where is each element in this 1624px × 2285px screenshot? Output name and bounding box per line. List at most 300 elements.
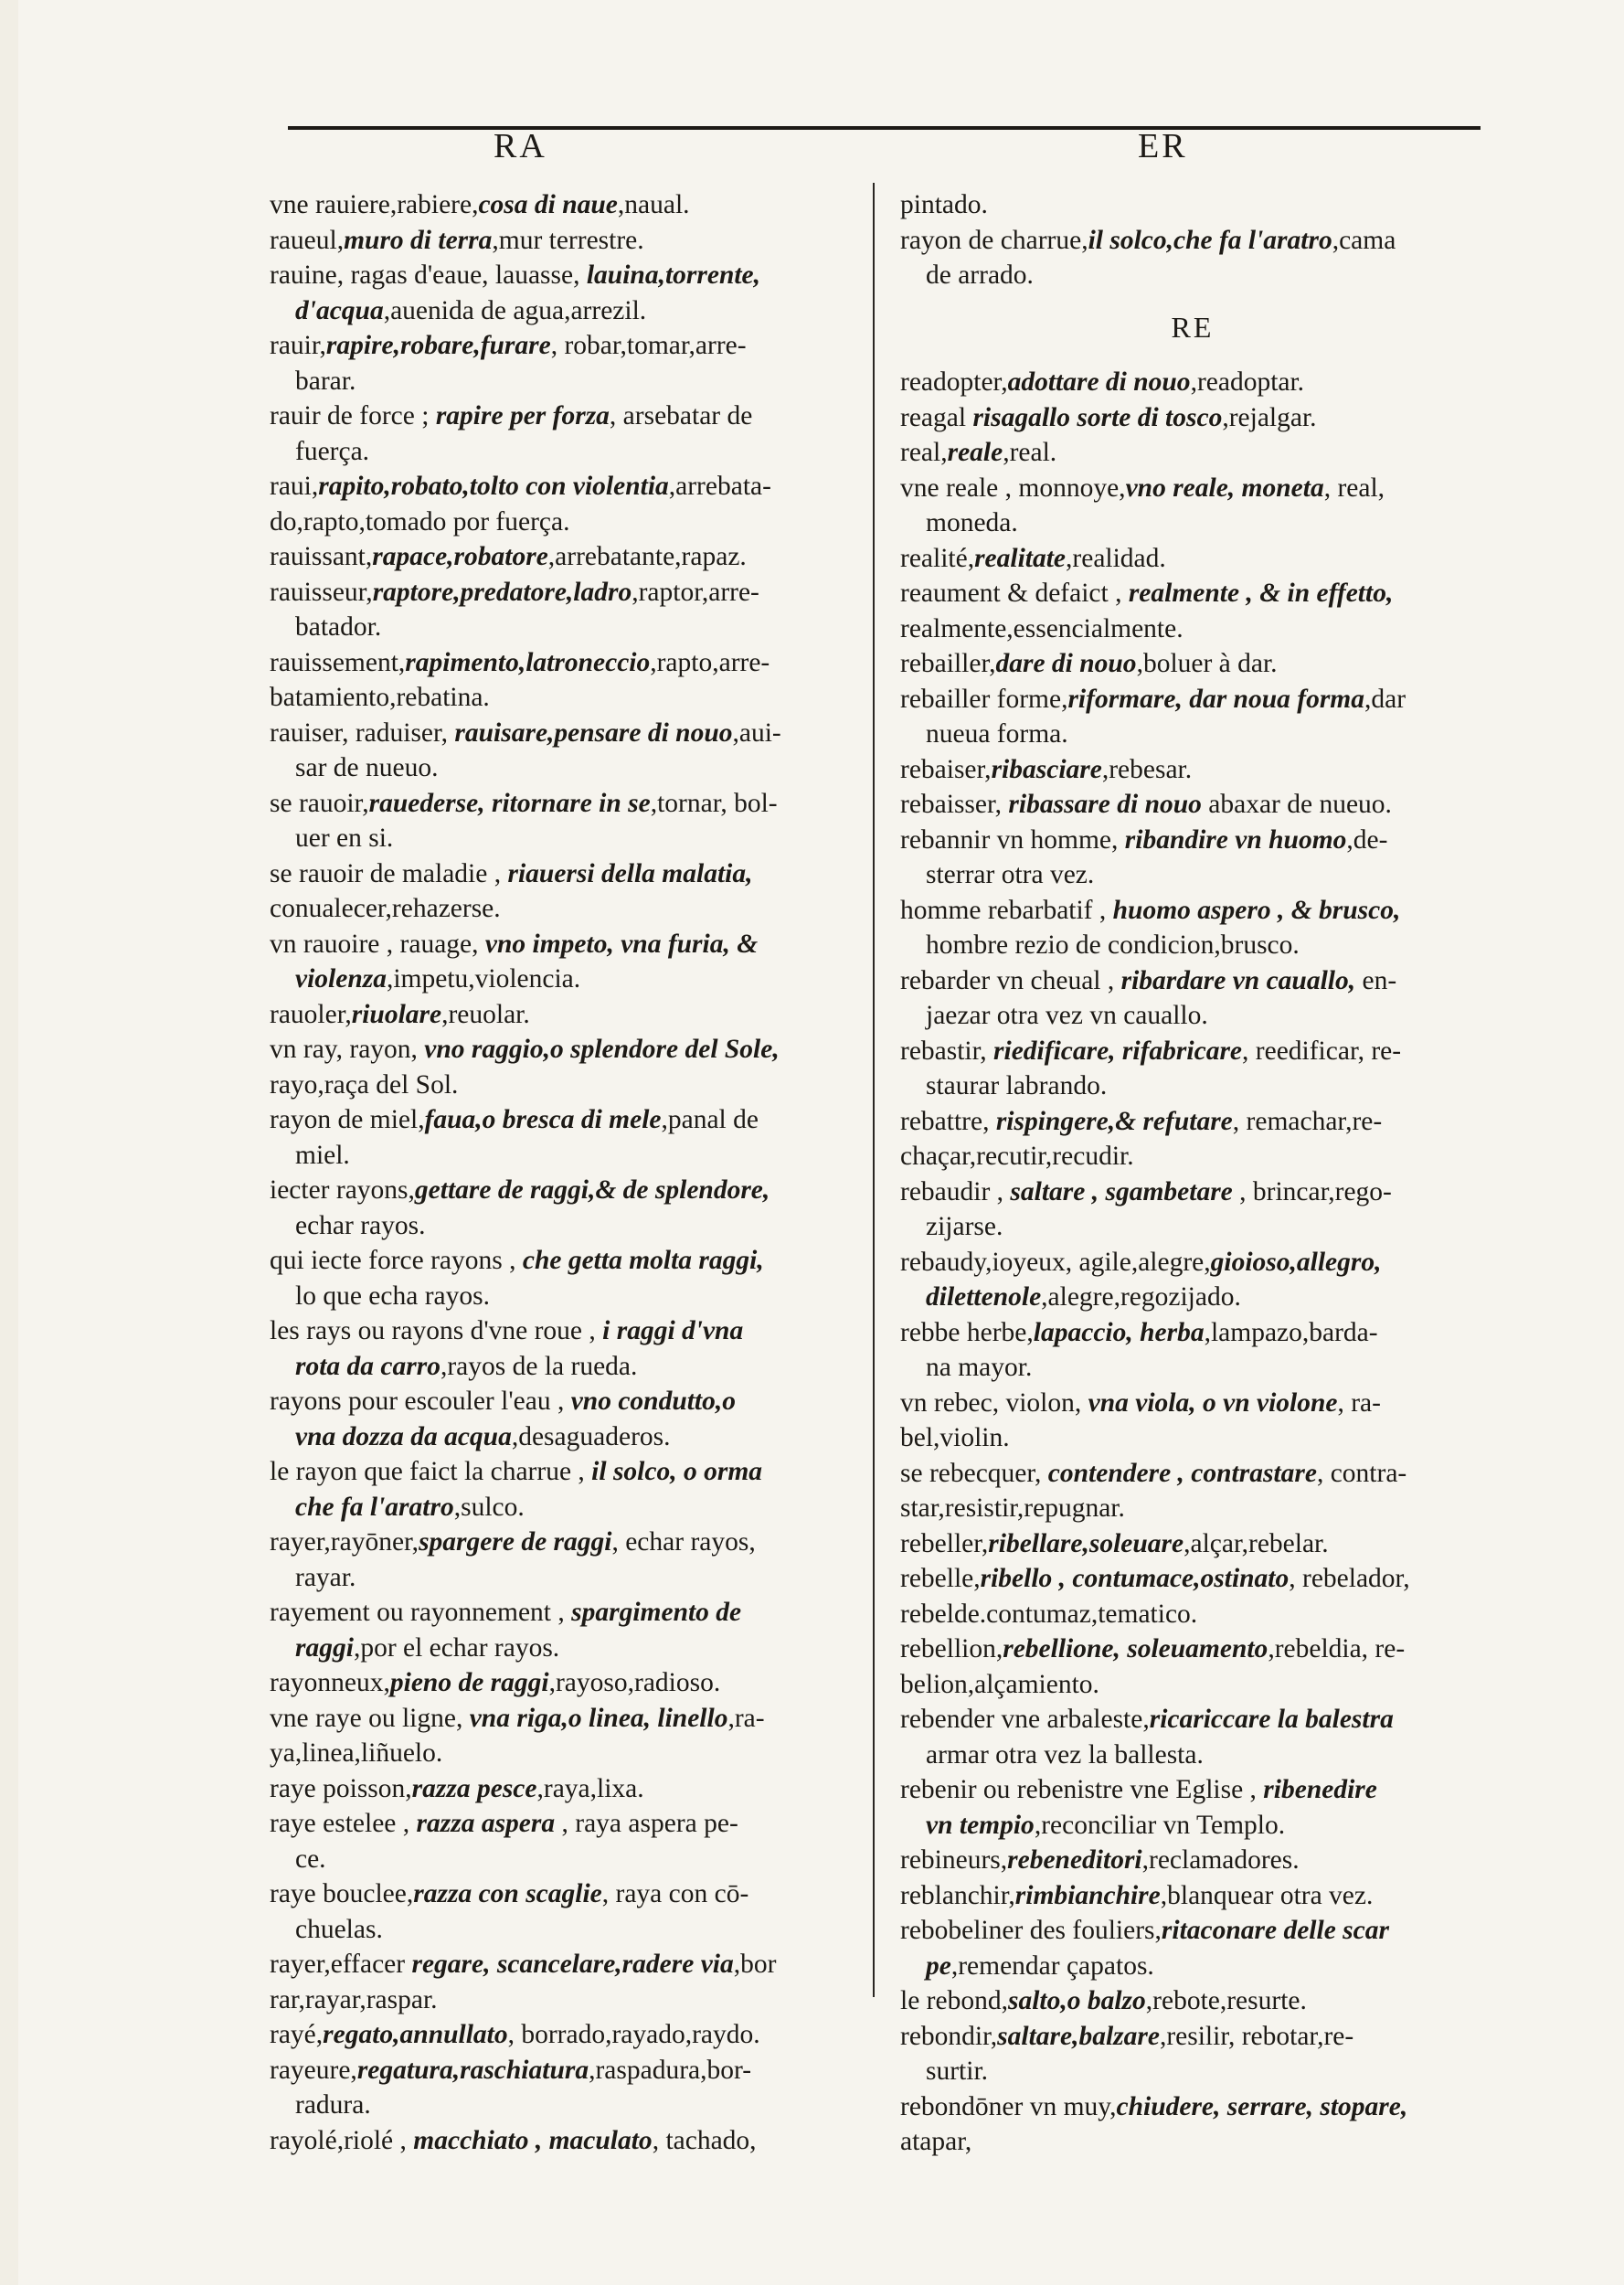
italian-gloss: risagallo sorte di tosco <box>972 402 1223 432</box>
dictionary-line <box>900 611 1485 647</box>
italian-gloss: adottare di nouo <box>1007 367 1191 397</box>
italian-gloss: pe <box>926 1950 951 1981</box>
entry-text: star,resistir,repugnar. <box>900 1493 1125 1523</box>
dictionary-line <box>900 1878 1485 1914</box>
entry-text: le rayon que faict la charrue , <box>270 1457 592 1486</box>
entry-text: , echar rayos, <box>611 1527 756 1557</box>
entry-text: rayon de miel, <box>270 1105 425 1134</box>
entry-text: rebattre, <box>900 1106 996 1136</box>
entry-text: rayo,raça del Sol. <box>270 1069 459 1100</box>
entry-text: ,dar <box>1364 684 1406 714</box>
dictionary-line <box>900 928 1485 963</box>
italian-gloss: huomo aspero , & brusco, <box>1112 895 1401 925</box>
italian-gloss: dare di nouo <box>995 649 1137 678</box>
entry-text: rauissement, <box>270 647 406 677</box>
entry-text: rebaiser, <box>900 754 992 784</box>
italian-gloss: realmente , & in effetto, <box>1128 579 1394 608</box>
italian-gloss: vno condutto,o <box>570 1387 737 1416</box>
dictionary-line <box>900 541 1485 577</box>
dictionary-line <box>900 682 1485 717</box>
dictionary-line <box>270 1102 859 1138</box>
entry-text: nueua forma. <box>926 719 1068 749</box>
entry-text: , real, <box>1323 473 1385 503</box>
entry-text: ,por el echar rayos. <box>353 1632 560 1663</box>
dictionary-line <box>900 1245 1485 1281</box>
italian-gloss: il solco,che fa l'aratro <box>1088 225 1332 255</box>
dictionary-line <box>270 962 859 997</box>
entry-text: ,arrebata- <box>668 472 771 501</box>
entry-text: raui, <box>270 472 319 501</box>
entry-text: , brincar,rego- <box>1232 1176 1392 1206</box>
dictionary-line <box>270 1806 859 1842</box>
dictionary-line <box>270 1876 859 1912</box>
entry-text: ,panal de <box>661 1105 759 1134</box>
dictionary-line <box>270 1313 859 1349</box>
italian-gloss: ribello , contumace,ostinato <box>980 1564 1290 1593</box>
italian-gloss: vna dozza da acqua <box>295 1421 512 1451</box>
page <box>18 0 1624 2285</box>
entry-text: ,alegre,regozijado. <box>1041 1282 1241 1312</box>
italian-gloss: rebellione, soleuamento <box>1003 1634 1268 1663</box>
entry-text: rauine, ragas d'eaue, lauasse, <box>270 260 587 290</box>
entry-text: ,tornar, bol- <box>650 788 778 818</box>
entry-text: batamiento,rebatina. <box>270 683 490 712</box>
running-head-right: ER <box>1138 127 1188 165</box>
italian-gloss: d'acqua <box>295 295 384 325</box>
dictionary-line <box>270 1384 859 1419</box>
entry-text: rebellion, <box>900 1634 1003 1663</box>
italian-gloss: riauersi della malatia, <box>507 858 753 888</box>
dictionary-line <box>270 1032 859 1068</box>
italian-gloss: violenza <box>295 964 387 994</box>
dictionary-line <box>900 258 1485 293</box>
section-heading: RE <box>1171 310 1215 344</box>
entry-text: rebondir, <box>900 2021 998 2051</box>
dictionary-line <box>270 2088 859 2123</box>
entry-text: abaxar de nueuo. <box>1201 790 1392 819</box>
dictionary-line <box>270 1947 859 1982</box>
dictionary-line <box>270 1665 859 1701</box>
italian-gloss: cosa di naue <box>478 190 618 219</box>
entry-text: rauissant, <box>270 542 373 571</box>
entry-text: chaçar,recutir,recudir. <box>900 1142 1134 1171</box>
italian-gloss: faua,o bresca di mele <box>424 1105 662 1134</box>
dictionary-line <box>900 1526 1485 1562</box>
entry-text: reaument & defaict , <box>900 579 1129 608</box>
header-rule <box>288 126 1481 130</box>
italian-gloss: rapito,robato,tolto con violentia <box>318 472 669 501</box>
entry-text: ,real. <box>1003 438 1057 467</box>
right-column-entries <box>900 365 1485 2160</box>
entry-text: ,rebote,resurte. <box>1145 1986 1307 2015</box>
entry-text: , raya con cō- <box>601 1879 749 1908</box>
entry-text: rebondōner vn muy, <box>900 2091 1117 2121</box>
dictionary-line <box>900 1034 1485 1069</box>
entry-text: ,arrebatante,rapaz. <box>547 542 747 571</box>
entry-text: rebailler forme, <box>900 684 1068 714</box>
entry-text: ,cama <box>1332 225 1396 255</box>
entry-text: bel,violin. <box>900 1423 1010 1452</box>
entry-text: , contra- <box>1316 1458 1407 1488</box>
italian-gloss: razza aspera <box>416 1809 556 1838</box>
entry-text: batador. <box>295 612 382 642</box>
italian-gloss: ribenedire <box>1263 1775 1377 1804</box>
dictionary-line <box>270 469 859 505</box>
entry-text: ,lampazo,barda- <box>1204 1317 1378 1347</box>
italian-gloss: contendere , contrastare <box>1047 1458 1317 1488</box>
dictionary-line <box>270 927 859 962</box>
dictionary-line <box>270 1912 859 1948</box>
entry-text: ,sulco. <box>453 1492 525 1522</box>
entry-text: rayement ou rayonnement , <box>270 1598 572 1627</box>
dictionary-line <box>270 997 859 1033</box>
italian-gloss: ribandire vn huomo <box>1124 824 1347 855</box>
italian-gloss: rapire,robare,furare <box>325 331 551 360</box>
dictionary-line <box>900 823 1485 858</box>
dictionary-line <box>900 1772 1485 1808</box>
entry-text: moneda. <box>926 508 1018 537</box>
dictionary-line <box>270 786 859 822</box>
entry-text: zijarse. <box>926 1212 1003 1241</box>
entry-text: hombre rezio de condicion,brusco. <box>926 930 1300 960</box>
entry-text: rebelle, <box>900 1564 981 1593</box>
italian-gloss: regatura,raschiatura <box>356 2055 589 2085</box>
entry-text: rauir, <box>270 331 326 360</box>
entry-text: ,raya,lixa. <box>536 1773 644 1803</box>
entry-text: realité, <box>900 543 975 573</box>
entry-text: do,rapto,tomado por fuerça. <box>270 506 570 537</box>
entry-text: ,auenida de agua,arrezil. <box>383 295 647 325</box>
italian-gloss: spargimento de <box>571 1598 742 1627</box>
dictionary-line <box>270 1631 859 1666</box>
dictionary-line <box>900 1738 1485 1773</box>
italian-gloss: realitate <box>974 543 1067 573</box>
dictionary-line <box>900 646 1485 682</box>
dictionary-line <box>270 187 859 223</box>
dictionary-line <box>270 223 859 259</box>
entry-text: ,desaguaderos. <box>511 1421 671 1451</box>
dictionary-line <box>270 1842 859 1877</box>
entry-text: rayon de charrue, <box>900 225 1088 255</box>
entry-text: pintado. <box>900 190 988 219</box>
dictionary-line <box>900 1667 1485 1703</box>
dictionary-line <box>900 1808 1485 1844</box>
italian-gloss: ricariccare la balestra <box>1149 1705 1394 1734</box>
dictionary-line <box>900 2124 1485 2160</box>
entry-text: ,raptor,arre- <box>632 577 759 607</box>
dictionary-line <box>270 1173 859 1208</box>
entry-text: se rauoir, <box>270 788 369 818</box>
entry-text: rebarder vn cheual , <box>900 965 1121 995</box>
entry-text: ce. <box>295 1844 326 1874</box>
dictionary-line <box>270 891 859 927</box>
italian-gloss: pieno de raggi <box>389 1668 549 1697</box>
entry-text: ,readoptar. <box>1190 367 1305 397</box>
entry-text: ,rebeldia, re- <box>1268 1634 1406 1663</box>
dictionary-line <box>900 1139 1485 1174</box>
dictionary-line <box>270 1349 859 1385</box>
dictionary-line <box>900 1631 1485 1667</box>
dictionary-line <box>900 1491 1485 1526</box>
italian-gloss: lauina,torrente, <box>586 260 761 290</box>
entry-text: fuerça. <box>295 436 370 466</box>
dictionary-line <box>900 1949 1485 1984</box>
entry-text: ,rebesar. <box>1101 754 1193 784</box>
dictionary-line <box>900 471 1485 506</box>
entry-text: rayé, <box>270 2020 324 2049</box>
right-column-top <box>900 187 1485 293</box>
dictionary-line <box>900 998 1485 1034</box>
dictionary-line <box>900 1702 1485 1738</box>
entry-text: ,resilir, rebotar,re- <box>1159 2021 1354 2051</box>
dictionary-line <box>900 857 1485 893</box>
italian-gloss: rapace,robatore <box>372 542 548 571</box>
entry-text: ,rejalgar. <box>1222 402 1317 432</box>
dictionary-line <box>900 787 1485 823</box>
entry-text: uer en si. <box>295 824 394 853</box>
italian-gloss: ribassare di nouo <box>1008 790 1202 819</box>
entry-text: chuelas. <box>295 1914 383 1944</box>
italian-gloss: ribellare,soleuare <box>988 1528 1184 1558</box>
italian-gloss: rapimento,latroneccio <box>405 647 651 677</box>
dictionary-line <box>270 505 859 540</box>
entry-text: vne raye ou ligne, <box>270 1703 470 1733</box>
entry-text: echar rayos. <box>295 1210 426 1240</box>
entry-text: ,bor <box>733 1950 777 1979</box>
dictionary-line <box>270 2017 859 2053</box>
dictionary-line <box>900 893 1485 929</box>
entry-text: rebbe herbe, <box>900 1317 1034 1347</box>
right-column <box>900 187 1485 2160</box>
dictionary-line <box>900 576 1485 611</box>
dictionary-line <box>900 1386 1485 1421</box>
entry-text: jaezar otra vez vn cauallo. <box>926 1001 1208 1030</box>
entry-text: rebastir, <box>900 1036 994 1066</box>
italian-gloss: riformare, dar noua forma <box>1067 684 1364 714</box>
dictionary-line <box>900 1561 1485 1597</box>
entry-text: miel. <box>295 1140 350 1170</box>
entry-text: rayolé,riolé , <box>270 2125 414 2155</box>
dictionary-line <box>900 400 1485 436</box>
entry-text: ,rapto,arre- <box>650 647 770 677</box>
entry-text: barar. <box>295 366 356 396</box>
entry-text: ,ra- <box>727 1703 765 1733</box>
entry-text: real, <box>900 438 948 467</box>
entry-text: sar de nueuo. <box>295 753 439 782</box>
italian-gloss: riedificare, rifabricare <box>993 1036 1243 1066</box>
dictionary-line <box>900 1315 1485 1351</box>
entry-text: lo que echa rayos. <box>295 1281 490 1311</box>
dictionary-line <box>270 2053 859 2088</box>
entry-text: rebelde.contumaz,tematico. <box>900 1599 1198 1629</box>
entry-text: vn rebec, violon, <box>900 1387 1088 1418</box>
entry-text: rauisseur, <box>270 577 373 607</box>
italian-gloss: dilettenole <box>926 1282 1042 1312</box>
entry-text: rauiser, raduiser, <box>270 717 455 748</box>
italian-gloss: i raggi d'vna <box>602 1316 744 1345</box>
entry-text: staurar labrando. <box>926 1071 1108 1100</box>
entry-text: atapar, <box>900 2127 972 2156</box>
dictionary-line <box>270 1560 859 1596</box>
entry-text: rayons pour escouler l'eau , <box>270 1387 571 1416</box>
entry-text: , robar,tomar,arre- <box>550 331 747 360</box>
dictionary-line <box>270 716 859 751</box>
entry-text: homme rebarbatif , <box>900 895 1113 925</box>
entry-text: radura. <box>295 2090 371 2120</box>
entry-text: sterrar otra vez. <box>926 860 1095 889</box>
dictionary-line <box>270 1595 859 1631</box>
italian-gloss: vna viola, o vn violone <box>1088 1387 1338 1418</box>
italian-gloss: rispingere,& refutare <box>995 1106 1233 1136</box>
entry-text: rauoler, <box>270 999 352 1029</box>
italian-gloss: che fa l'aratro <box>295 1492 454 1522</box>
dictionary-line <box>900 963 1485 999</box>
dictionary-line <box>900 752 1485 788</box>
dictionary-line <box>270 1208 859 1244</box>
italian-gloss: rauederse, ritornare in se <box>368 788 651 818</box>
entry-text: , remachar,re- <box>1232 1106 1383 1136</box>
entry-text: rayar. <box>295 1562 356 1592</box>
entry-text: ,mur terrestre. <box>492 225 644 255</box>
entry-text: , borrado,rayado,raydo. <box>507 2020 760 2049</box>
entry-text: vne reale , monnoye, <box>900 473 1126 503</box>
entry-text: ,naual. <box>617 190 690 219</box>
dictionary-line <box>900 1843 1485 1878</box>
dictionary-line <box>270 1982 859 2018</box>
italian-gloss: vno raggio,o splendore del Sole, <box>424 1035 780 1064</box>
entry-text: , tachado, <box>652 2125 757 2155</box>
entry-text: se rebecquer, <box>900 1458 1048 1488</box>
entry-text: ya,linea,liñuelo. <box>270 1738 443 1768</box>
italian-gloss: razza pesce <box>411 1773 537 1803</box>
entry-text: rebeller, <box>900 1528 989 1558</box>
dictionary-line <box>270 539 859 575</box>
entry-text: na mayor. <box>926 1353 1033 1382</box>
italian-gloss: reale <box>947 438 1003 467</box>
entry-text: armar otra vez la ballesta. <box>926 1739 1204 1770</box>
entry-text: , reedificar, re- <box>1242 1036 1402 1066</box>
entry-text: ,boluer à dar. <box>1136 649 1278 678</box>
dictionary-line <box>900 2019 1485 2055</box>
italian-gloss: gioioso,allegro, <box>1210 1247 1382 1277</box>
dictionary-line <box>270 1243 859 1279</box>
entry-text: , rebelador, <box>1289 1564 1410 1593</box>
entry-text: rebineurs, <box>900 1845 1008 1875</box>
dictionary-line <box>270 856 859 892</box>
dictionary-line <box>900 1209 1485 1245</box>
dictionary-line <box>900 1456 1485 1492</box>
italian-gloss: il solco, o orma <box>591 1457 763 1486</box>
dictionary-line <box>270 575 859 611</box>
dictionary-line <box>270 1736 859 1771</box>
left-column <box>270 187 859 2158</box>
dictionary-line <box>900 1597 1485 1632</box>
entry-text: readopter, <box>900 367 1008 397</box>
entry-text: reblanchir, <box>900 1880 1015 1910</box>
italian-gloss: regato,annullato <box>323 2020 508 2049</box>
entry-text: ,de- <box>1346 824 1388 855</box>
dictionary-line <box>270 399 859 434</box>
italian-gloss: lapaccio, herba <box>1033 1317 1205 1347</box>
dictionary-line <box>900 1104 1485 1140</box>
entry-text: belion,alçamiento. <box>900 1669 1099 1699</box>
dictionary-line <box>900 365 1485 400</box>
running-head-left: RA <box>494 127 547 165</box>
entry-text: vn ray, rayon, <box>270 1035 425 1064</box>
italian-gloss: che getta molta raggi, <box>522 1246 764 1275</box>
dictionary-line <box>270 680 859 716</box>
entry-text: surtir. <box>926 2056 989 2086</box>
dictionary-line <box>900 717 1485 752</box>
dictionary-line <box>270 1454 859 1490</box>
entry-text: en- <box>1355 965 1397 995</box>
entry-text: rebaudy,ioyeux, agile,alegre, <box>900 1247 1211 1277</box>
entry-text: rayer,rayōner, <box>270 1527 419 1557</box>
italian-gloss: salto,o balzo <box>1007 1986 1146 2015</box>
italian-gloss: gettare de raggi,& de splendore, <box>414 1175 770 1205</box>
entry-text: de arrado. <box>926 260 1034 290</box>
entry-text: raye estelee , <box>270 1809 417 1838</box>
dictionary-line <box>270 1138 859 1174</box>
dictionary-line <box>270 328 859 364</box>
dictionary-line <box>270 1419 859 1455</box>
italian-gloss: raptore,predatore,ladro <box>372 577 632 607</box>
dictionary-line <box>270 1068 859 1103</box>
entry-text: vne rauiere,rabiere, <box>270 190 479 219</box>
dictionary-line <box>270 1771 859 1807</box>
entry-text: raye poisson, <box>270 1773 412 1803</box>
dictionary-line <box>270 293 859 329</box>
entry-text: raueul, <box>270 225 345 255</box>
entry-text: ,blanquear otra vez. <box>1160 1880 1374 1910</box>
entry-text: rebaudir , <box>900 1176 1011 1206</box>
italian-gloss: razza con scaglie <box>413 1879 602 1908</box>
italian-gloss: saltare , sgambetare <box>1010 1176 1233 1206</box>
entry-text: ,rayos de la rueda. <box>440 1351 638 1381</box>
italian-gloss: saltare,balzare <box>997 2021 1160 2051</box>
entry-text: ,impetu,violencia. <box>386 964 581 994</box>
italian-gloss: vno reale, moneta <box>1125 473 1324 503</box>
entry-text: ,alçar,rebelar. <box>1184 1528 1329 1558</box>
entry-text: , raya aspera pe- <box>555 1809 738 1838</box>
entry-text: rar,rayar,raspar. <box>270 1984 438 2014</box>
italian-gloss: rimbianchire <box>1014 1880 1161 1910</box>
entry-text: ,aui- <box>732 717 781 748</box>
entry-text: ,raspadura,bor- <box>589 2055 752 2085</box>
column-divider <box>873 183 875 1997</box>
dictionary-line <box>270 1279 859 1314</box>
italian-gloss: vno impeto, vna furia, & <box>484 929 759 959</box>
italian-gloss: rota da carro <box>295 1351 440 1381</box>
dictionary-line <box>270 1525 859 1560</box>
dictionary-line <box>270 750 859 786</box>
dictionary-line <box>900 505 1485 541</box>
italian-gloss: riuolare <box>351 999 442 1029</box>
entry-text: les rays ou rayons d'vne roue , <box>270 1316 603 1345</box>
dictionary-line <box>270 610 859 645</box>
entry-text: rebaisser, <box>900 790 1009 819</box>
dictionary-line <box>900 435 1485 471</box>
dictionary-line <box>900 187 1485 223</box>
italian-gloss: raggi <box>295 1632 354 1663</box>
italian-gloss: rauisare,pensare di nouo <box>454 717 733 748</box>
italian-gloss: ribasciare <box>991 754 1102 784</box>
italian-gloss: vn tempio <box>926 1810 1035 1840</box>
italian-gloss: macchiato , maculato <box>413 2125 653 2155</box>
entry-text: rauir de force ; <box>270 401 436 430</box>
entry-text: ,reuolar. <box>441 999 530 1029</box>
dictionary-line <box>270 364 859 399</box>
